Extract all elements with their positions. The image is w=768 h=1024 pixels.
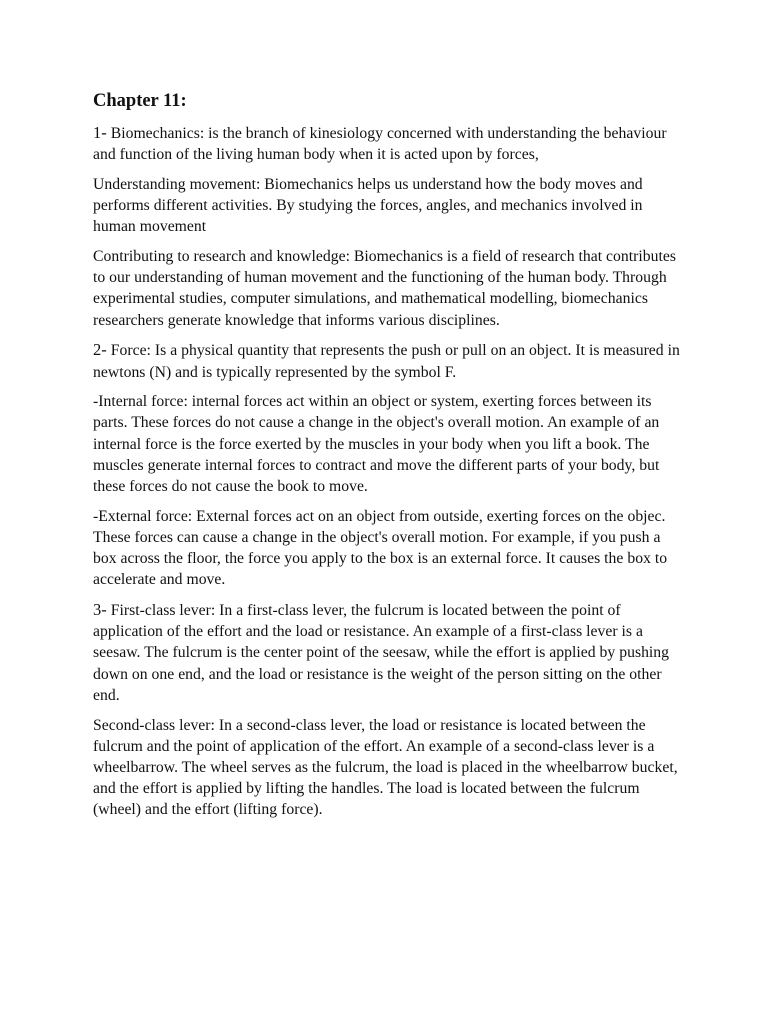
chapter-title: Chapter 11: [93, 91, 187, 111]
paragraph-biomechanics-definition [93, 122, 683, 165]
paragraph-internal-force [93, 391, 683, 497]
section-number: 3- [93, 600, 107, 620]
section-number: 1- [93, 123, 107, 142]
paragraph-text: Second-class lever: In a second-class lever, the load or resistance is located between the fulcrum and the point of application of the effort. An example of a second-class lever is a wheelbarrow. The wheel serves as the fulcrum, the load is placed in the wheelbarrow bucket, and the effort is applied by lifting the handles. The load is located between the fulcrum (wheel) and the effort (lifting force). [93, 716, 678, 819]
paragraph-first-class-lever [93, 599, 683, 706]
paragraph-text: -External force: External forces act on an object from outside, exerting forces on the objec. These forces can cause a change in the object's overall motion. For example, if you push a box across the floor, the force you apply to the box is an external force. It causes the box to accelerate and move. [93, 507, 668, 589]
paragraph-text: -Internal force: internal forces act within an object or system, exerting forces between its parts. These forces do not cause a change in the object's overall motion. An example of an internal force is the force exerted by the muscles in your body when you lift a book. The muscles generate internal forces to contract and move the different parts of your body, but these forces do not cause the book to move. [93, 393, 660, 496]
section-number: 2- [93, 340, 107, 360]
paragraph-understanding-movement [93, 174, 683, 238]
paragraph-text: Understanding movement: Biomechanics helps us understand how the body moves and performs different activities. By studying the forces, angles, and mechanics involved in human movement [93, 175, 643, 236]
paragraph-external-force [93, 506, 683, 591]
paragraph-text: First-class lever: In a first-class lever, the fulcrum is located between the point of application of the effort and the load or resistance. An example of a first-class lever is a seesaw. The fulcrum is the center point of the seesaw, while the effort is applied by pushing down on one end, and the load or resistance is the weight of the person sitting on the other end. [93, 602, 670, 704]
document-page [93, 88, 683, 829]
paragraph-text: Contributing to research and knowledge: Biomechanics is a field of research that contributes to our understanding of human movement and the functioning of the human body. Through experimental studies, computer simulations, and mathematical modelling, biomechanics researchers generate knowledge that informs various disciplines. [93, 248, 676, 329]
paragraph-force-definition [93, 339, 683, 382]
paragraph-research-knowledge [93, 246, 683, 331]
paragraph-second-class-lever [93, 715, 683, 821]
paragraph-text: Biomechanics: is the branch of kinesiology concerned with understanding the behaviour and function of the living human body when it is acted upon by forces, [93, 125, 667, 164]
paragraph-text: Force: Is a physical quantity that represents the push or pull on an object. It is measured in newtons (N) and is typically represented by the symbol F. [93, 342, 680, 381]
